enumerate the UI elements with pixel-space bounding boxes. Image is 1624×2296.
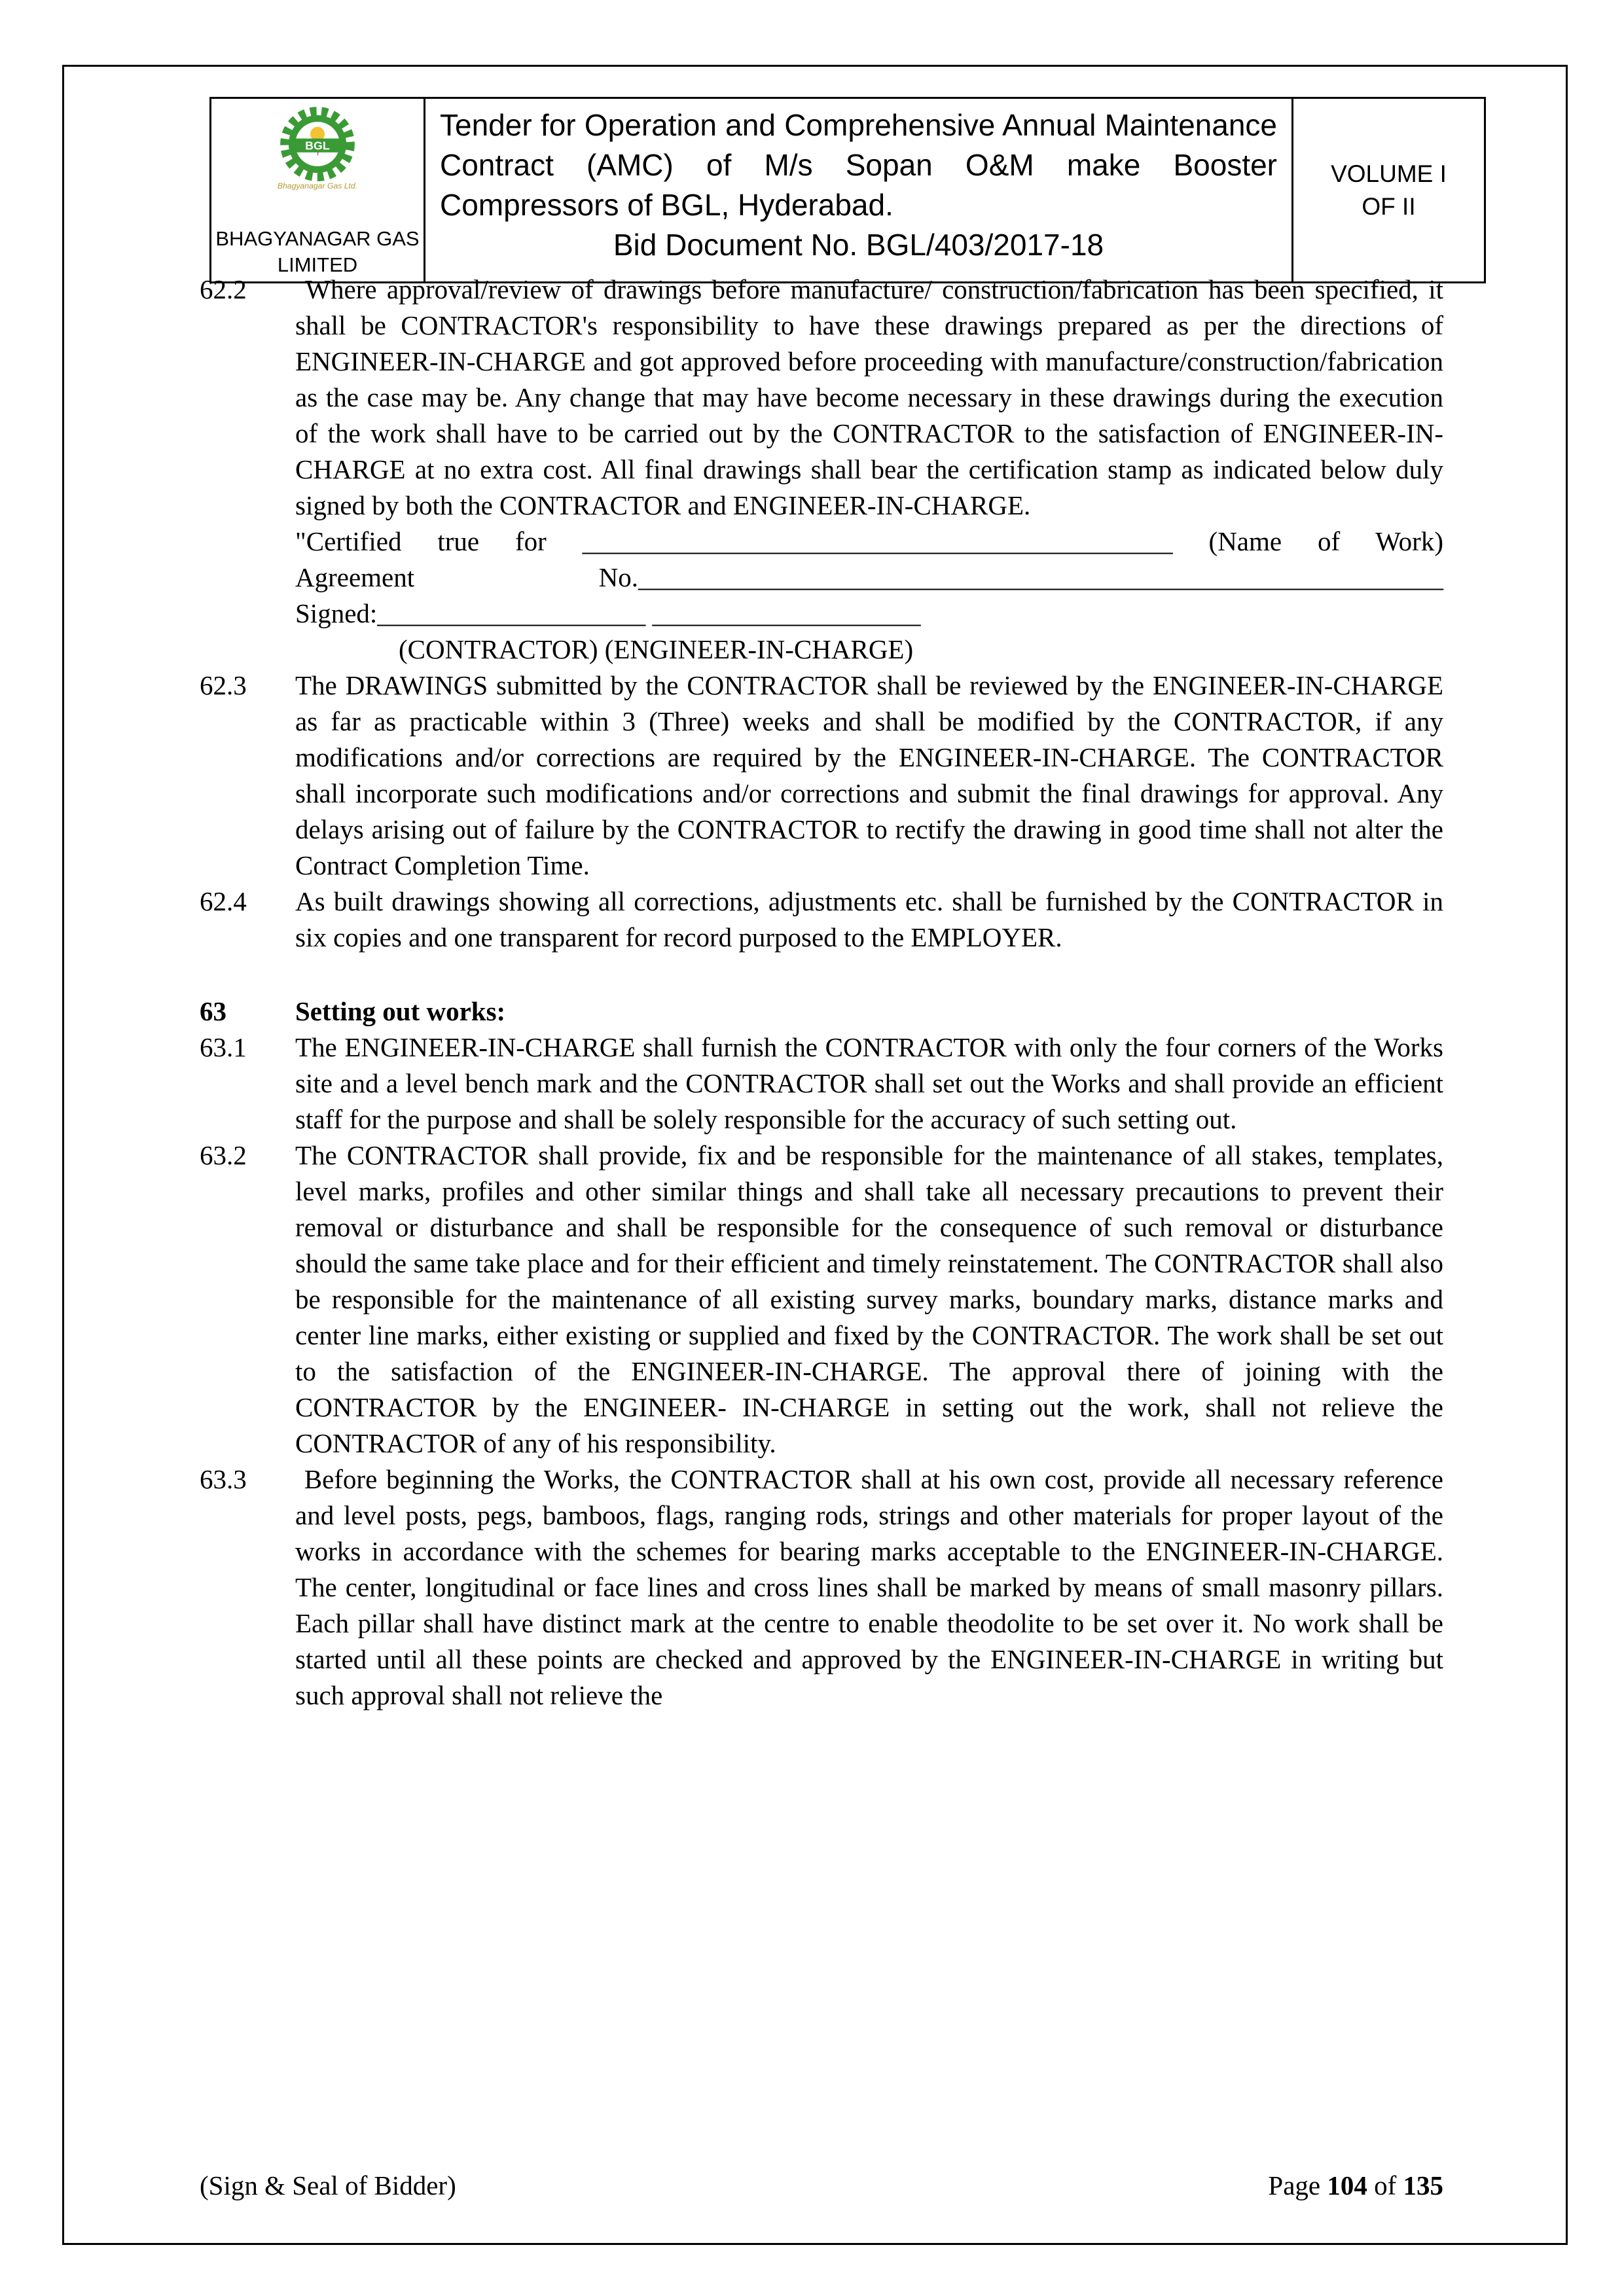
certification-line-4: (CONTRACTOR) (ENGINEER-IN-CHARGE) xyxy=(399,634,914,664)
clause-number: 63 xyxy=(200,996,226,1026)
document-title: Tender for Operation and Comprehensive Annual Maintenance Contract (AMC) of M/s Sopan O&M make Booster Compressors of BGL, Hyderabad. xyxy=(440,108,1277,222)
logo-cell xyxy=(211,99,425,281)
clause-62-2 xyxy=(200,272,1443,668)
clause-63-2 xyxy=(200,1138,1443,1462)
page-footer xyxy=(200,2168,1443,2204)
certification-line-1: "Certified true for ____________________________________________ (Name of Work) xyxy=(295,526,1443,556)
clause-number: 63.1 xyxy=(200,1032,247,1062)
clause-paragraph: Before beginning the Works, the CONTRACTOR shall at his own cost, provide all necessary reference and level posts, pegs, bamboos, flags, ranging rods, strings and other materials for proper layout of the works in accordance with the schemes for bearing marks acceptable to the ENGINEER-IN-CHARGE. The center, longitudinal or face lines and cross lines shall be marked by means of small masonry pillars. Each pillar shall have distinct mark at the centre to enable theodolite to be set over it. No work shall be started until all these points are checked and approved by the ENGINEER-IN-CHARGE in writing but such approval shall not relieve the xyxy=(295,1464,1443,1710)
org-name-line2: LIMITED xyxy=(277,253,358,276)
clause-number: 63.2 xyxy=(200,1140,247,1170)
clause-63-heading xyxy=(200,994,1443,1030)
clause-62-4 xyxy=(200,884,1443,956)
section-gap xyxy=(200,956,1443,994)
clause-paragraph: The CONTRACTOR shall provide, fix and be responsible for the maintenance of all stakes, templates, level marks, profiles and other similar things and shall take all necessary precautions to prevent their removal or disturbance and shall be responsible for the consequence of such removal or disturbance should the same take place and for their efficient and timely reinstatement. The CONTRACTOR shall also be responsible for the maintenance of all existing survey marks, boundary marks, distance marks and center line marks, either existing or supplied and fixed by the CONTRACTOR. The work shall be set out to the satisfaction of the ENGINEER-IN-CHARGE. The approval there of joining with the CONTRACTOR by the ENGINEER- IN-CHARGE in setting out the work, shall not relieve the CONTRACTOR of any of his responsibility. xyxy=(295,1140,1443,1458)
sign-seal-note: (Sign & Seal of Bidder) xyxy=(200,2170,456,2200)
clause-number: 63.3 xyxy=(200,1464,247,1494)
document-header xyxy=(209,97,1486,283)
certification-line-3: Signed:____________________ ____________________ xyxy=(295,598,921,628)
clause-body xyxy=(295,272,1443,668)
clause-paragraph: The ENGINEER-IN-CHARGE shall furnish the CONTRACTOR with only the four corners of the Works site and a level bench mark and the CONTRACTOR shall set out the Works and shall provide an efficient staff for the purpose and shall be solely responsible for the accuracy of such setting out. xyxy=(295,1032,1443,1134)
page-current: 104 xyxy=(1327,2170,1367,2200)
certification-line-2: Agreement No.____________________________________________________________ xyxy=(295,562,1443,592)
clause-62-3 xyxy=(200,668,1443,884)
clause-paragraph: The DRAWINGS submitted by the CONTRACTOR shall be reviewed by the ENGINEER-IN-CHARGE as far as practicable within 3 (Three) weeks and shall be modified by the CONTRACTOR, if any modifications and/or corrections are required by the ENGINEER-IN-CHARGE. The CONTRACTOR shall incorporate such modifications and/or corrections and submit the final drawings for approval. Any delays arising out of failure by the CONTRACTOR to rectify the drawing in good time shall not alter the Contract Completion Time. xyxy=(295,670,1443,880)
page-label: Page xyxy=(1268,2170,1327,2200)
clause-paragraph: As built drawings showing all corrections, adjustments etc. shall be furnished by the CONTRACTOR in six copies and one transparent for record purposed to the EMPLOYER. xyxy=(295,886,1443,952)
page-of-label: of xyxy=(1367,2170,1403,2200)
clause-number: 62.2 xyxy=(200,274,247,304)
clause-63-3 xyxy=(200,1462,1443,1713)
section-heading: Setting out works: xyxy=(295,996,506,1026)
title-cell xyxy=(425,99,1293,281)
bid-document-number: Bid Document No. BGL/403/2017-18 xyxy=(613,228,1104,262)
clause-number: 62.3 xyxy=(200,670,247,700)
volume-line2: OF II xyxy=(1362,192,1416,220)
logo-monogram: BGL xyxy=(305,139,330,152)
org-name-line1: BHAGYANAGAR GAS xyxy=(215,227,420,250)
page-total: 135 xyxy=(1403,2170,1443,2200)
clause-paragraph: Where approval/review of drawings before manufacture/ construction/fabrication has been specified, it shall be CONTRACTOR's responsibility to have these drawings prepared as per the directions of ENGINEER-IN-CHARGE and got approved before proceeding with manufacture/construction/fabrication as the case may be. Any change that may have become necessary in these drawings during the execution of the work shall have to be carried out by the CONTRACTOR to the satisfaction of ENGINEER-IN-CHARGE at no extra cost. All final drawings shall bear the certification stamp as indicated below duly signed by both the CONTRACTOR and ENGINEER-IN-CHARGE. xyxy=(295,274,1443,520)
volume-cell xyxy=(1293,99,1484,281)
page-number xyxy=(1268,2168,1443,2204)
document-body xyxy=(200,272,1443,1713)
clause-63-1 xyxy=(200,1030,1443,1138)
volume-line1: VOLUME I xyxy=(1331,160,1447,187)
clause-number: 62.4 xyxy=(200,886,247,916)
logo-subtitle: Bhagyanagar Gas Ltd. xyxy=(277,181,358,190)
bgl-logo-icon xyxy=(262,104,373,225)
